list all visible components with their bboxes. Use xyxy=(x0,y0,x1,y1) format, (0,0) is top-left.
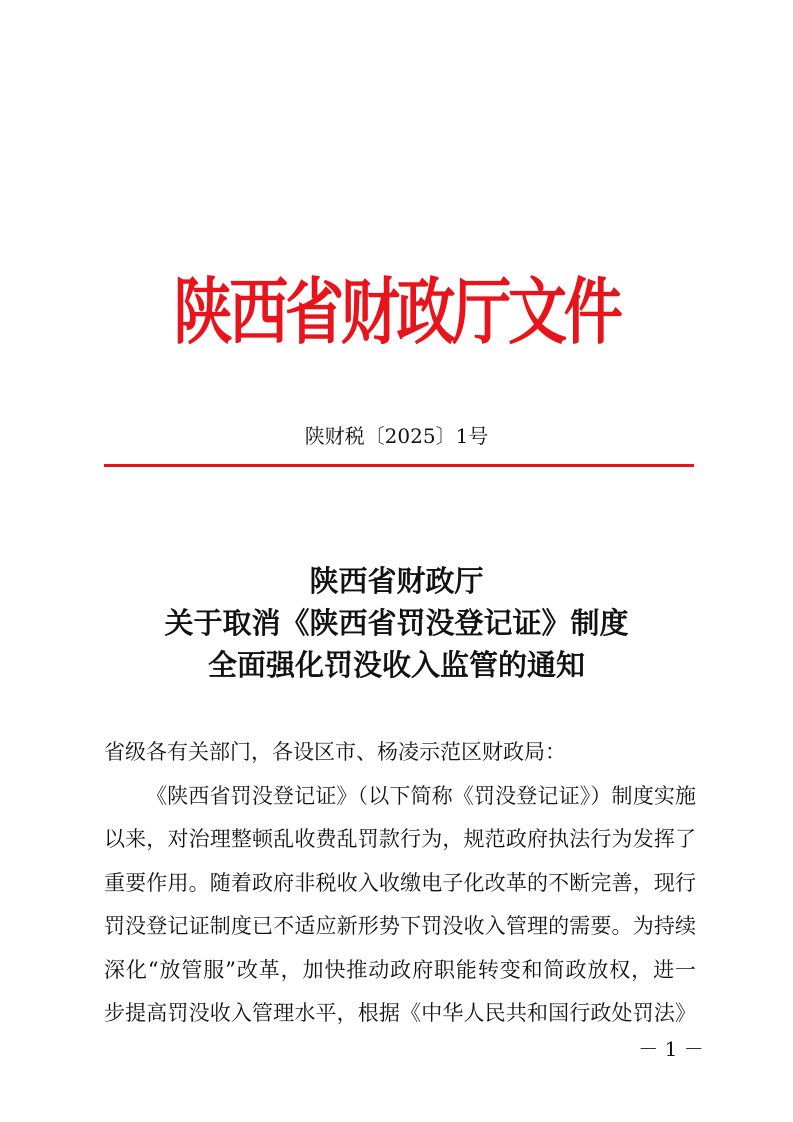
notice-title-line-3: 全面强化罚没收入监管的通知 xyxy=(207,648,585,682)
addressee-line: 省级各有关部门，各设区市、杨凌示范区财政局： xyxy=(104,740,566,764)
paragraph-line-1: 《陕西省罚没登记证》（以下简称《罚没登记证》）制度实施 xyxy=(146,783,696,808)
notice-title-line-2: 关于取消《陕西省罚没登记证》制度 xyxy=(164,606,629,640)
paragraph-line-2: 以来，对治理整顿乱收费乱罚款行为，规范政府执法行为发挥了 xyxy=(104,827,696,851)
paragraph-line-3: 重要作用。随着政府非税收入收缴电子化改革的不断完善，现行 xyxy=(104,870,696,895)
paragraph-line-5: 深化“放管服”改革，加快推动政府职能转变和简政放权，进一 xyxy=(104,957,696,982)
page-number: － 1 － xyxy=(638,1037,704,1061)
document-header-title: 陕西省财政厅文件 xyxy=(173,269,620,354)
notice-title-line-1: 陕西省财政厅 xyxy=(309,564,484,598)
notice-title xyxy=(0,560,793,686)
paragraph-line-4: 罚没登记证制度已不适应新形势下罚没收入管理的需要。为持续 xyxy=(104,914,696,938)
document-number: 陕财税〔2025〕1号 xyxy=(304,424,489,448)
notice-body xyxy=(104,731,696,1036)
paragraph-line-6: 步提高罚没收入管理水平，根据《中华人民共和国行政处罚法》 xyxy=(104,1001,696,1025)
red-divider-line xyxy=(104,464,694,467)
